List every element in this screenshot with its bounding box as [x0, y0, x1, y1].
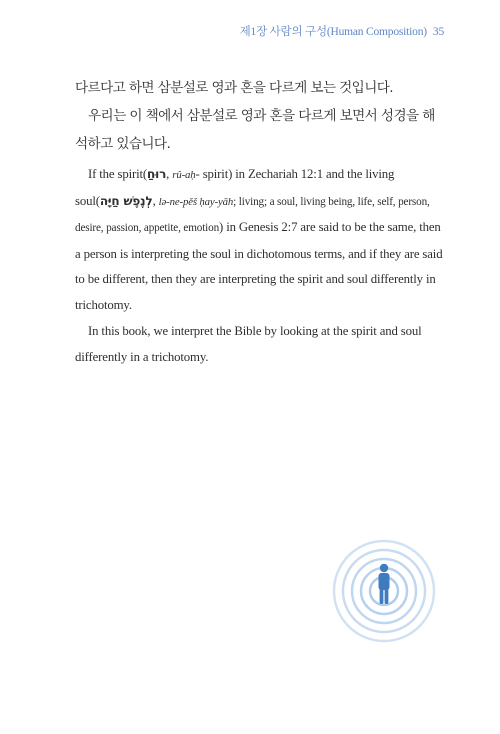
person-in-circles-illustration [326, 533, 442, 645]
korean-paragraph: 우리는 이 책에서 삼분설로 영과 혼을 다르게 보면서 성경을 해석하고 있습니다. [75, 108, 435, 152]
running-header [240, 23, 444, 39]
transliteration-soul: lə-ne-pěš ḥay-yāh [158, 195, 234, 208]
definition-text: ; living; a soul, living being, life, self, person, desire, passion, appetite, emotion [75, 195, 430, 234]
hebrew-spirit: רוּחַ [147, 167, 167, 181]
concentric-rings [334, 541, 434, 641]
chapter-title: 제1장 사람의 구성(Human Composition) [239, 26, 427, 38]
page-number: 35 [432, 26, 444, 38]
transliteration-spirit: rû-aḥ [172, 169, 196, 181]
english-paragraph-2: In this book, we interpret the Bible by looking at the spirit and soul differently in a trichotomy. [75, 324, 422, 364]
korean-line: 다르다고 하면 삼분설로 영과 혼을 다르게 보는 것입니다. [75, 80, 393, 96]
text-segment: ) in Genesis 2:7 are said to be the same, then a person is interpreting the soul in dichotomous terms, and if they are said to be different, then they are interpreting the spirit and soul differently in trichotomy. [75, 220, 443, 312]
text-segment: If the spirit( [88, 167, 148, 181]
english-paragraph-1 [75, 162, 445, 318]
text-segment: - spirit) in Zechariah 12:1 and the living soul( [75, 167, 395, 208]
person-icon [379, 564, 390, 604]
text-segment: , [166, 167, 173, 181]
page-body [75, 74, 445, 370]
hebrew-soul: לְנֶפֶשׁ חַיָּה [99, 193, 153, 208]
text-segment: , [152, 193, 159, 208]
